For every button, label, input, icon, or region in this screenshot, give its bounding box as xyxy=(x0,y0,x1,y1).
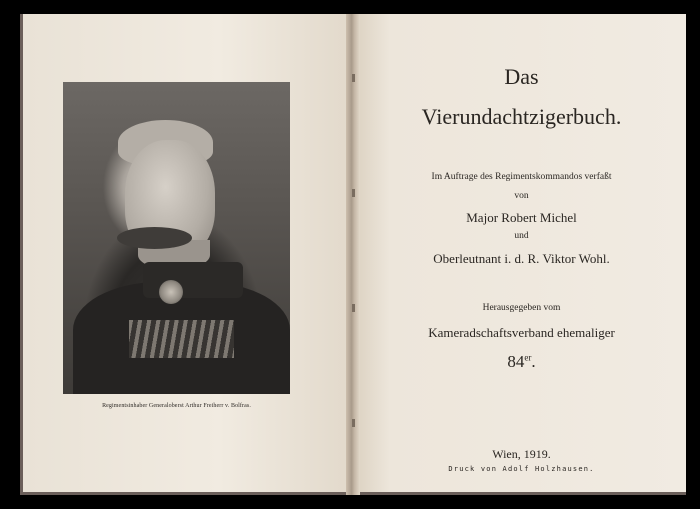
portrait-caption: Regimentsinhaber Generaloberst Arthur Freiherr v. Bolfras. xyxy=(102,403,251,409)
printer-line: Druck von Adolf Holzhausen. xyxy=(448,465,595,473)
title-line-1: Das xyxy=(504,64,539,89)
von-line: von xyxy=(514,191,529,201)
place-year: Wien, 1919. xyxy=(492,447,551,461)
title-line-2: Vierundachtzigerbuch. xyxy=(421,104,622,129)
binding-stitch xyxy=(352,304,355,312)
author-2: Oberleutnant i. d. R. Viktor Wohl. xyxy=(433,251,610,266)
commission-line: Im Auftrage des Regimentskommandos verfaßt xyxy=(431,172,612,182)
binding-stitch xyxy=(352,419,355,427)
regiment-number xyxy=(357,352,686,372)
binding-stitch xyxy=(352,74,355,82)
author-1: Major Robert Michel xyxy=(466,210,577,225)
binding-stitch xyxy=(352,189,355,197)
open-book xyxy=(20,14,686,495)
association-line: Kameradschaftsverband ehemaliger xyxy=(428,325,615,340)
regiment-number-suffix: er xyxy=(524,352,532,363)
und-line: und xyxy=(514,231,529,241)
regiment-number-value: 84 xyxy=(507,352,525,371)
published-by-line: Herausgegeben vom xyxy=(482,303,561,313)
regiment-number-period: . xyxy=(531,352,536,371)
portrait-photo xyxy=(63,82,290,394)
